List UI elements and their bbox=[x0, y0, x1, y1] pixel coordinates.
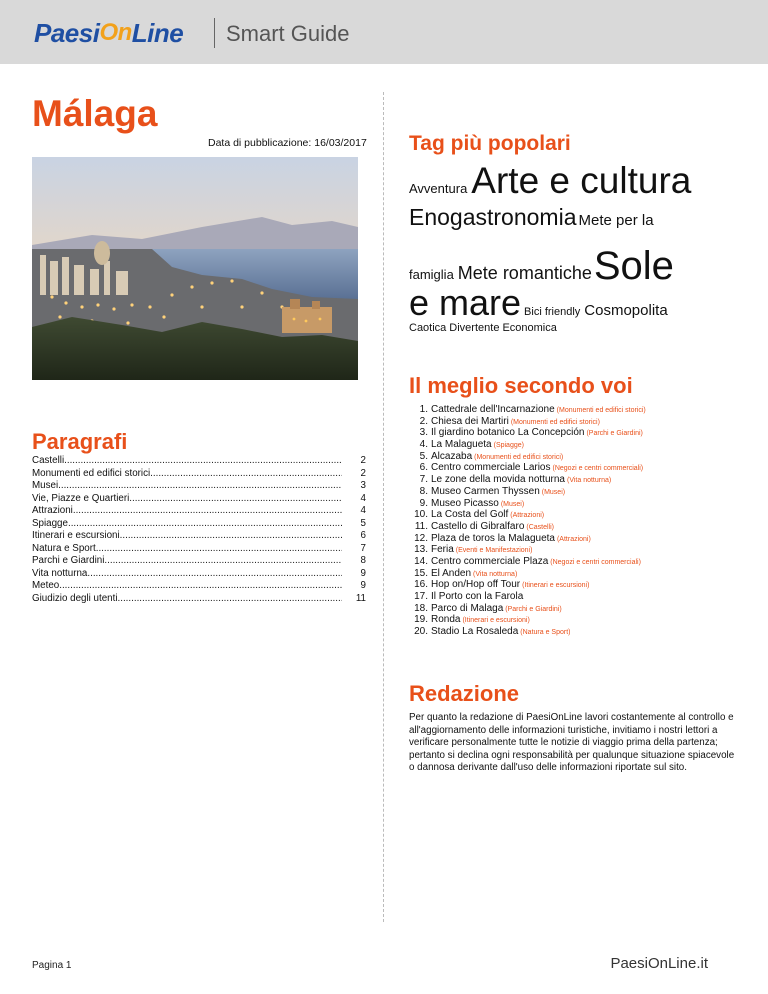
ranking-title: Il meglio secondo voi bbox=[409, 373, 633, 398]
toc-item[interactable] bbox=[32, 467, 366, 481]
ranking-number: 4. bbox=[419, 439, 428, 451]
ranking-name: Il Porto con la Farola bbox=[431, 591, 524, 602]
ranking-number: 13. bbox=[414, 544, 428, 556]
toc-item-label: Monumenti ed edifici storici bbox=[32, 467, 151, 479]
tag-bici-friendly[interactable]: Bici friendly bbox=[524, 306, 581, 318]
toc-title: Paragrafi bbox=[32, 429, 128, 454]
ranking-item[interactable] bbox=[409, 498, 749, 510]
ranking-category: (Eventi e Manifestazioni) bbox=[455, 547, 533, 555]
logo-text-paesi: Paesi bbox=[34, 17, 100, 48]
ranking-name: Alcazaba bbox=[431, 450, 473, 462]
tag-mete-romantiche[interactable]: Mete romantiche bbox=[457, 263, 592, 283]
toc-item-page: 5 bbox=[360, 517, 366, 529]
ranking-item[interactable] bbox=[409, 416, 749, 428]
ranking-category: (Musei) bbox=[541, 488, 566, 496]
toc-item-page: 2 bbox=[360, 467, 366, 479]
ranking-name: La Costa del Golf bbox=[431, 509, 509, 521]
toc-item-label: Vie, Piazze e Quartieri bbox=[32, 492, 130, 504]
ranking-number: 15. bbox=[414, 567, 428, 579]
header-title: Smart Guide bbox=[226, 21, 350, 46]
ranking-category: (Monumenti ed edifici storici) bbox=[556, 407, 646, 414]
tag-mete-per-la[interactable]: Mete per la bbox=[578, 212, 654, 229]
toc-item[interactable] bbox=[32, 517, 366, 531]
ranking-item[interactable] bbox=[409, 462, 749, 474]
ranking-item[interactable] bbox=[409, 451, 749, 463]
ranking-name: Plaza de toros la Malagueta bbox=[431, 532, 555, 544]
toc-item-page: 9 bbox=[360, 567, 366, 579]
ranking-number: 3. bbox=[419, 427, 428, 439]
ranking-item[interactable] bbox=[409, 439, 749, 451]
ranking-name: Museo Carmen Thyssen bbox=[431, 485, 540, 497]
ranking-item[interactable] bbox=[409, 427, 749, 439]
ranking-category: (Attrazioni) bbox=[556, 535, 591, 543]
ranking-category: (Vita notturna) bbox=[566, 477, 612, 485]
toc-item-label: Vita notturna bbox=[32, 567, 88, 579]
toc-item[interactable] bbox=[32, 505, 366, 518]
tag-cosmopolita[interactable]: Cosmopolita bbox=[584, 302, 668, 319]
ranking-number: 18. bbox=[414, 602, 428, 614]
ranking-item[interactable] bbox=[409, 579, 749, 591]
header-separator bbox=[214, 18, 215, 48]
ranking-item[interactable] bbox=[409, 404, 749, 416]
toc-item[interactable] bbox=[32, 567, 366, 581]
toc-item-label: Musei bbox=[32, 480, 59, 491]
ranking-name: Museo Picasso bbox=[431, 497, 499, 509]
toc-item-page: 9 bbox=[360, 580, 366, 591]
ranking-item[interactable] bbox=[409, 626, 749, 638]
city-title: Málaga bbox=[32, 93, 158, 134]
ranking-item[interactable] bbox=[409, 544, 749, 556]
tag-arte-e-cultura[interactable]: Arte e cultura bbox=[471, 160, 692, 201]
tag-sole[interactable]: Sole bbox=[593, 244, 674, 288]
tag-cloud bbox=[409, 160, 739, 338]
toc-item-page: 11 bbox=[355, 592, 366, 604]
ranking-item[interactable] bbox=[409, 568, 749, 580]
toc-item[interactable] bbox=[32, 542, 366, 556]
ranking-name: Cattedrale dell'Incarnazione bbox=[431, 404, 555, 415]
ranking-number: 10. bbox=[414, 509, 428, 521]
ranking-category: (Itinerari e escursioni) bbox=[462, 617, 530, 625]
logo-text-on: On bbox=[99, 19, 132, 46]
ranking-category: (Natura e Sport) bbox=[520, 629, 571, 637]
ranking-category: (Negozi e centri commerciali) bbox=[552, 465, 644, 473]
ranking-number: 9. bbox=[419, 497, 428, 509]
logo-text-line: Line bbox=[131, 17, 184, 48]
ranking-number: 12. bbox=[414, 532, 428, 544]
ranking-list bbox=[409, 404, 749, 638]
tag-caotica[interactable]: Caotica bbox=[409, 322, 447, 334]
ranking-number: 5. bbox=[419, 450, 428, 462]
ranking-category: (Monumenti ed edifici storici) bbox=[510, 418, 600, 426]
toc-item-label: Castelli bbox=[32, 455, 65, 466]
ranking-name: Le zone della movida notturna bbox=[431, 474, 565, 486]
ranking-number: 19. bbox=[414, 614, 428, 626]
ranking-number: 16. bbox=[414, 579, 428, 591]
tag-economica[interactable]: Economica bbox=[502, 322, 557, 334]
ranking-category: (Parchi e Giardini) bbox=[586, 430, 643, 438]
ranking-number: 20. bbox=[414, 626, 428, 638]
ranking-number: 2. bbox=[419, 415, 428, 427]
ranking-name: Centro commerciale Larios bbox=[431, 462, 551, 474]
ranking-item[interactable] bbox=[409, 533, 749, 545]
ranking-item[interactable] bbox=[409, 509, 749, 521]
ranking-item[interactable] bbox=[409, 591, 749, 603]
redazione-title: Redazione bbox=[409, 681, 520, 706]
toc-item-label: Meteo bbox=[32, 580, 60, 591]
tag-avventura[interactable]: Avventura bbox=[409, 181, 468, 196]
toc-item[interactable] bbox=[32, 530, 366, 543]
ranking-category: (Musei) bbox=[500, 500, 525, 508]
redazione-text: Per quanto la redazione di PaesiOnLine lavori costantemente al controllo e all'aggiornamento delle informazioni turistiche, invitiamo i nostri lettori a verificare personalmente tutte le notizie di viaggio prima della partenza; pertanto si declina ogni responsabilità per qualunque situazione spiacevole o dannosa derivante dall'uso delle informazioni riportate sul sito. bbox=[409, 712, 735, 774]
ranking-name: Hop on/Hop off Tour bbox=[431, 579, 521, 591]
toc-item[interactable] bbox=[32, 492, 366, 506]
ranking-category: (Monumenti ed edifici storici) bbox=[474, 453, 564, 461]
toc-item[interactable] bbox=[32, 480, 366, 493]
ranking-number: 17. bbox=[414, 591, 428, 602]
toc-item-page: 3 bbox=[360, 480, 366, 491]
toc-item-page: 4 bbox=[360, 492, 366, 504]
ranking-number: 14. bbox=[414, 555, 428, 567]
tag-famiglia[interactable]: famiglia bbox=[409, 267, 454, 282]
toc-item-page: 2 bbox=[360, 455, 366, 466]
ranking-category: (Spiagge) bbox=[493, 442, 524, 450]
ranking-name: Il giardino botanico La Concepción bbox=[431, 427, 585, 439]
ranking-item[interactable] bbox=[409, 474, 749, 486]
ranking-item[interactable] bbox=[409, 521, 749, 533]
paesionline-logo[interactable] bbox=[34, 16, 183, 50]
ranking-item[interactable] bbox=[409, 614, 749, 626]
tag-e-mare[interactable]: e mare bbox=[409, 282, 522, 323]
publication-date: Data di pubblicazione: 16/03/2017 bbox=[208, 137, 367, 149]
ranking-item[interactable] bbox=[409, 486, 749, 498]
tag-divertente[interactable]: Divertente bbox=[449, 322, 500, 334]
ranking-name: Feria bbox=[431, 544, 454, 556]
footer-site-link[interactable]: PaesiOnLine.it bbox=[610, 955, 708, 972]
ranking-category: (Itinerari e escursioni) bbox=[522, 582, 590, 590]
toc-item-page: 7 bbox=[360, 542, 366, 554]
ranking-number: 8. bbox=[419, 485, 428, 497]
toc-item-label: Attrazioni bbox=[32, 505, 73, 516]
ranking-name: Stadio La Rosaleda bbox=[431, 626, 519, 638]
toc-item-page: 8 bbox=[360, 555, 366, 566]
toc-item[interactable] bbox=[32, 455, 366, 468]
ranking-number: 1. bbox=[419, 404, 428, 415]
toc-item[interactable] bbox=[32, 555, 366, 568]
ranking-name: Chiesa dei Martiri bbox=[431, 415, 509, 427]
tag-enogastronomia[interactable]: Enogastronomia bbox=[409, 204, 577, 230]
toc-item-page: 6 bbox=[360, 530, 366, 541]
ranking-number: 7. bbox=[419, 474, 428, 486]
ranking-category: (Parchi e Giardini) bbox=[505, 605, 562, 613]
ranking-name: Castello di Gibralfaro bbox=[431, 520, 525, 532]
ranking-number: 6. bbox=[419, 462, 428, 474]
ranking-item[interactable] bbox=[409, 556, 749, 568]
ranking-name: Ronda bbox=[431, 614, 461, 626]
column-divider bbox=[383, 92, 384, 922]
ranking-category: (Attrazioni) bbox=[510, 512, 545, 520]
tags-title: Tag più popolari bbox=[409, 132, 571, 155]
ranking-category: (Vita notturna) bbox=[473, 570, 518, 578]
toc-item[interactable] bbox=[32, 580, 366, 593]
malaga-skyline-photo bbox=[32, 157, 358, 380]
toc-item-label: Natura e Sport bbox=[32, 542, 96, 554]
city-photo bbox=[32, 157, 358, 380]
ranking-item[interactable] bbox=[409, 603, 749, 615]
toc-item-page: 4 bbox=[360, 505, 366, 516]
ranking-category: (Negozi e centri commerciali) bbox=[550, 558, 641, 566]
page-number: Pagina 1 bbox=[32, 960, 72, 971]
ranking-name: Parco di Malaga bbox=[431, 602, 504, 614]
toc-item-label: Giudizio degli utenti bbox=[32, 592, 118, 604]
toc-item-label: Itinerari e escursioni bbox=[32, 530, 120, 541]
ranking-name: El Anden bbox=[431, 567, 472, 579]
toc-item[interactable] bbox=[32, 592, 366, 606]
header-bar bbox=[0, 0, 768, 64]
ranking-category: (Castelli) bbox=[526, 523, 554, 531]
ranking-name: La Malagueta bbox=[431, 439, 492, 451]
toc-item-label: Parchi e Giardini bbox=[32, 555, 105, 566]
toc-item-label: Spiagge bbox=[32, 517, 68, 529]
ranking-name: Centro commerciale Plaza bbox=[431, 555, 549, 567]
ranking-number: 11. bbox=[414, 520, 428, 532]
table-of-contents bbox=[32, 455, 366, 605]
